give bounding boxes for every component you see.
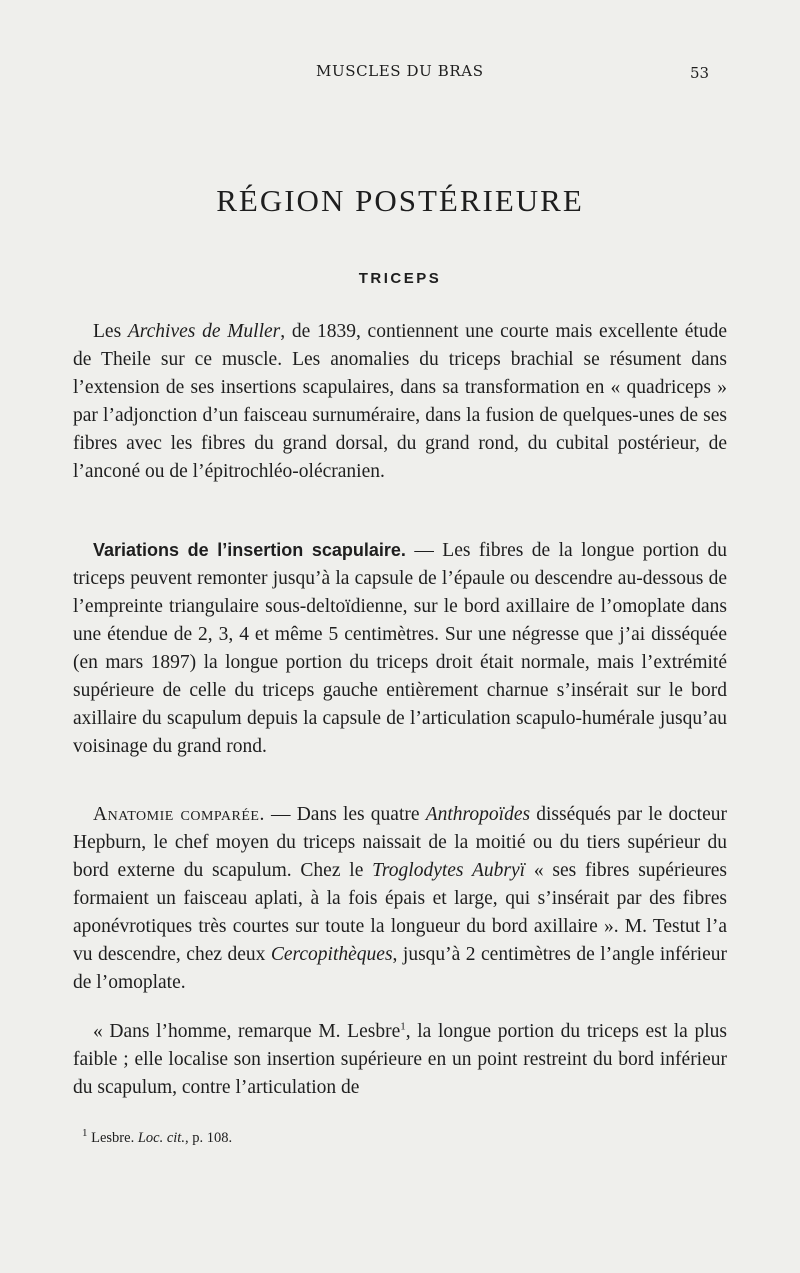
paragraph-variations bbox=[73, 536, 727, 761]
section-title: RÉGION POSTÉRIEURE bbox=[216, 183, 584, 218]
text-run: , la longue portion du triceps est la plus faible ; elle localise son insertion supérieure en un point restreint du bord inférieur du scapulum, contre l’articulation de bbox=[73, 1021, 727, 1098]
paragraph-intro bbox=[73, 318, 727, 486]
italic-title: Archives de Muller bbox=[127, 321, 281, 342]
text-run: , jusqu’à 2 centimètres de l’angle inférieur de l’omoplate. bbox=[73, 944, 727, 993]
text-run: — Dans les quatre bbox=[264, 804, 426, 825]
paragraph-heading: Variations de l’insertion scapulaire. bbox=[93, 540, 406, 560]
running-title: MUSCLES DU BRAS bbox=[316, 62, 484, 80]
text-run: Les bbox=[93, 321, 128, 342]
footnote bbox=[82, 1127, 233, 1147]
text-run: , de 1839, contiennent une courte mais excellente étude de Theile sur ce muscle. Les anomalies du triceps brachial se résument dans l’extension de ses insertions scapulaires, dans sa transformation en « quadriceps » par l’adjonction d’un faisceau surnuméraire, dans la fusion de quelques-unes de ses fibres avec les fibres du grand dorsal, du grand rond, du cubital postérieur, de l’anconé ou de l’épitrochléo-olécranien. bbox=[73, 321, 727, 482]
running-head bbox=[0, 62, 800, 86]
italic-term: Troglodytes Aubryï bbox=[372, 860, 526, 881]
text-run: disséqués par le docteur Hepburn, le chef moyen du triceps naissait de la moitié ou du tiers supérieur du bord externe du scapulum. Chez le bbox=[73, 804, 727, 881]
paragraph-heading: Anatomie comparée. bbox=[93, 804, 265, 825]
paragraph-quote bbox=[73, 1018, 727, 1102]
footnote-reference[interactable]: 1 bbox=[400, 1020, 406, 1033]
subsection-title: TRICEPS bbox=[358, 270, 442, 287]
paragraph-comparative-anatomy bbox=[73, 801, 727, 997]
text-run: , p. 108. bbox=[184, 1130, 233, 1146]
italic-term: Anthropoïdes bbox=[425, 804, 531, 825]
text-run: « Dans l’homme, remarque M. Lesbre bbox=[93, 1021, 401, 1042]
text-run: Lesbre. bbox=[87, 1130, 138, 1146]
footnote-marker: 1 bbox=[82, 1127, 88, 1140]
page-number: 53 bbox=[690, 64, 710, 82]
text-run: « ses fibres supérieures formaient un faisceau aplati, à la fois épais et large, qui s’insérait par des fibres aponévrotiques très courtes sur toute la longueur du bord axillaire ». M. Testut l’a vu descendre, chez deux bbox=[73, 860, 728, 965]
text-run: — Les fibres de la longue portion du triceps peuvent remonter jusqu’à la capsule de l’épaule ou descendre au-dessous de l’empreinte triangulaire sous-deltoïdienne, sur le bord axillaire de l’omoplate dans une étendue de 2, 3, 4 et même 5 centimètres. Sur une négresse que j’ai disséquée (en mars 1897) la longue portion du triceps droit était normale, mais l’extrémité supérieure de celle du triceps gauche entièrement charnue s’insérait sur le bord axillaire du scapulum depuis la capsule de l’articulation scapulo-humérale jusqu’au voisinage du grand rond. bbox=[73, 540, 728, 757]
italic-term: Loc. cit. bbox=[137, 1130, 185, 1146]
italic-term: Cercopithèques bbox=[270, 944, 393, 965]
